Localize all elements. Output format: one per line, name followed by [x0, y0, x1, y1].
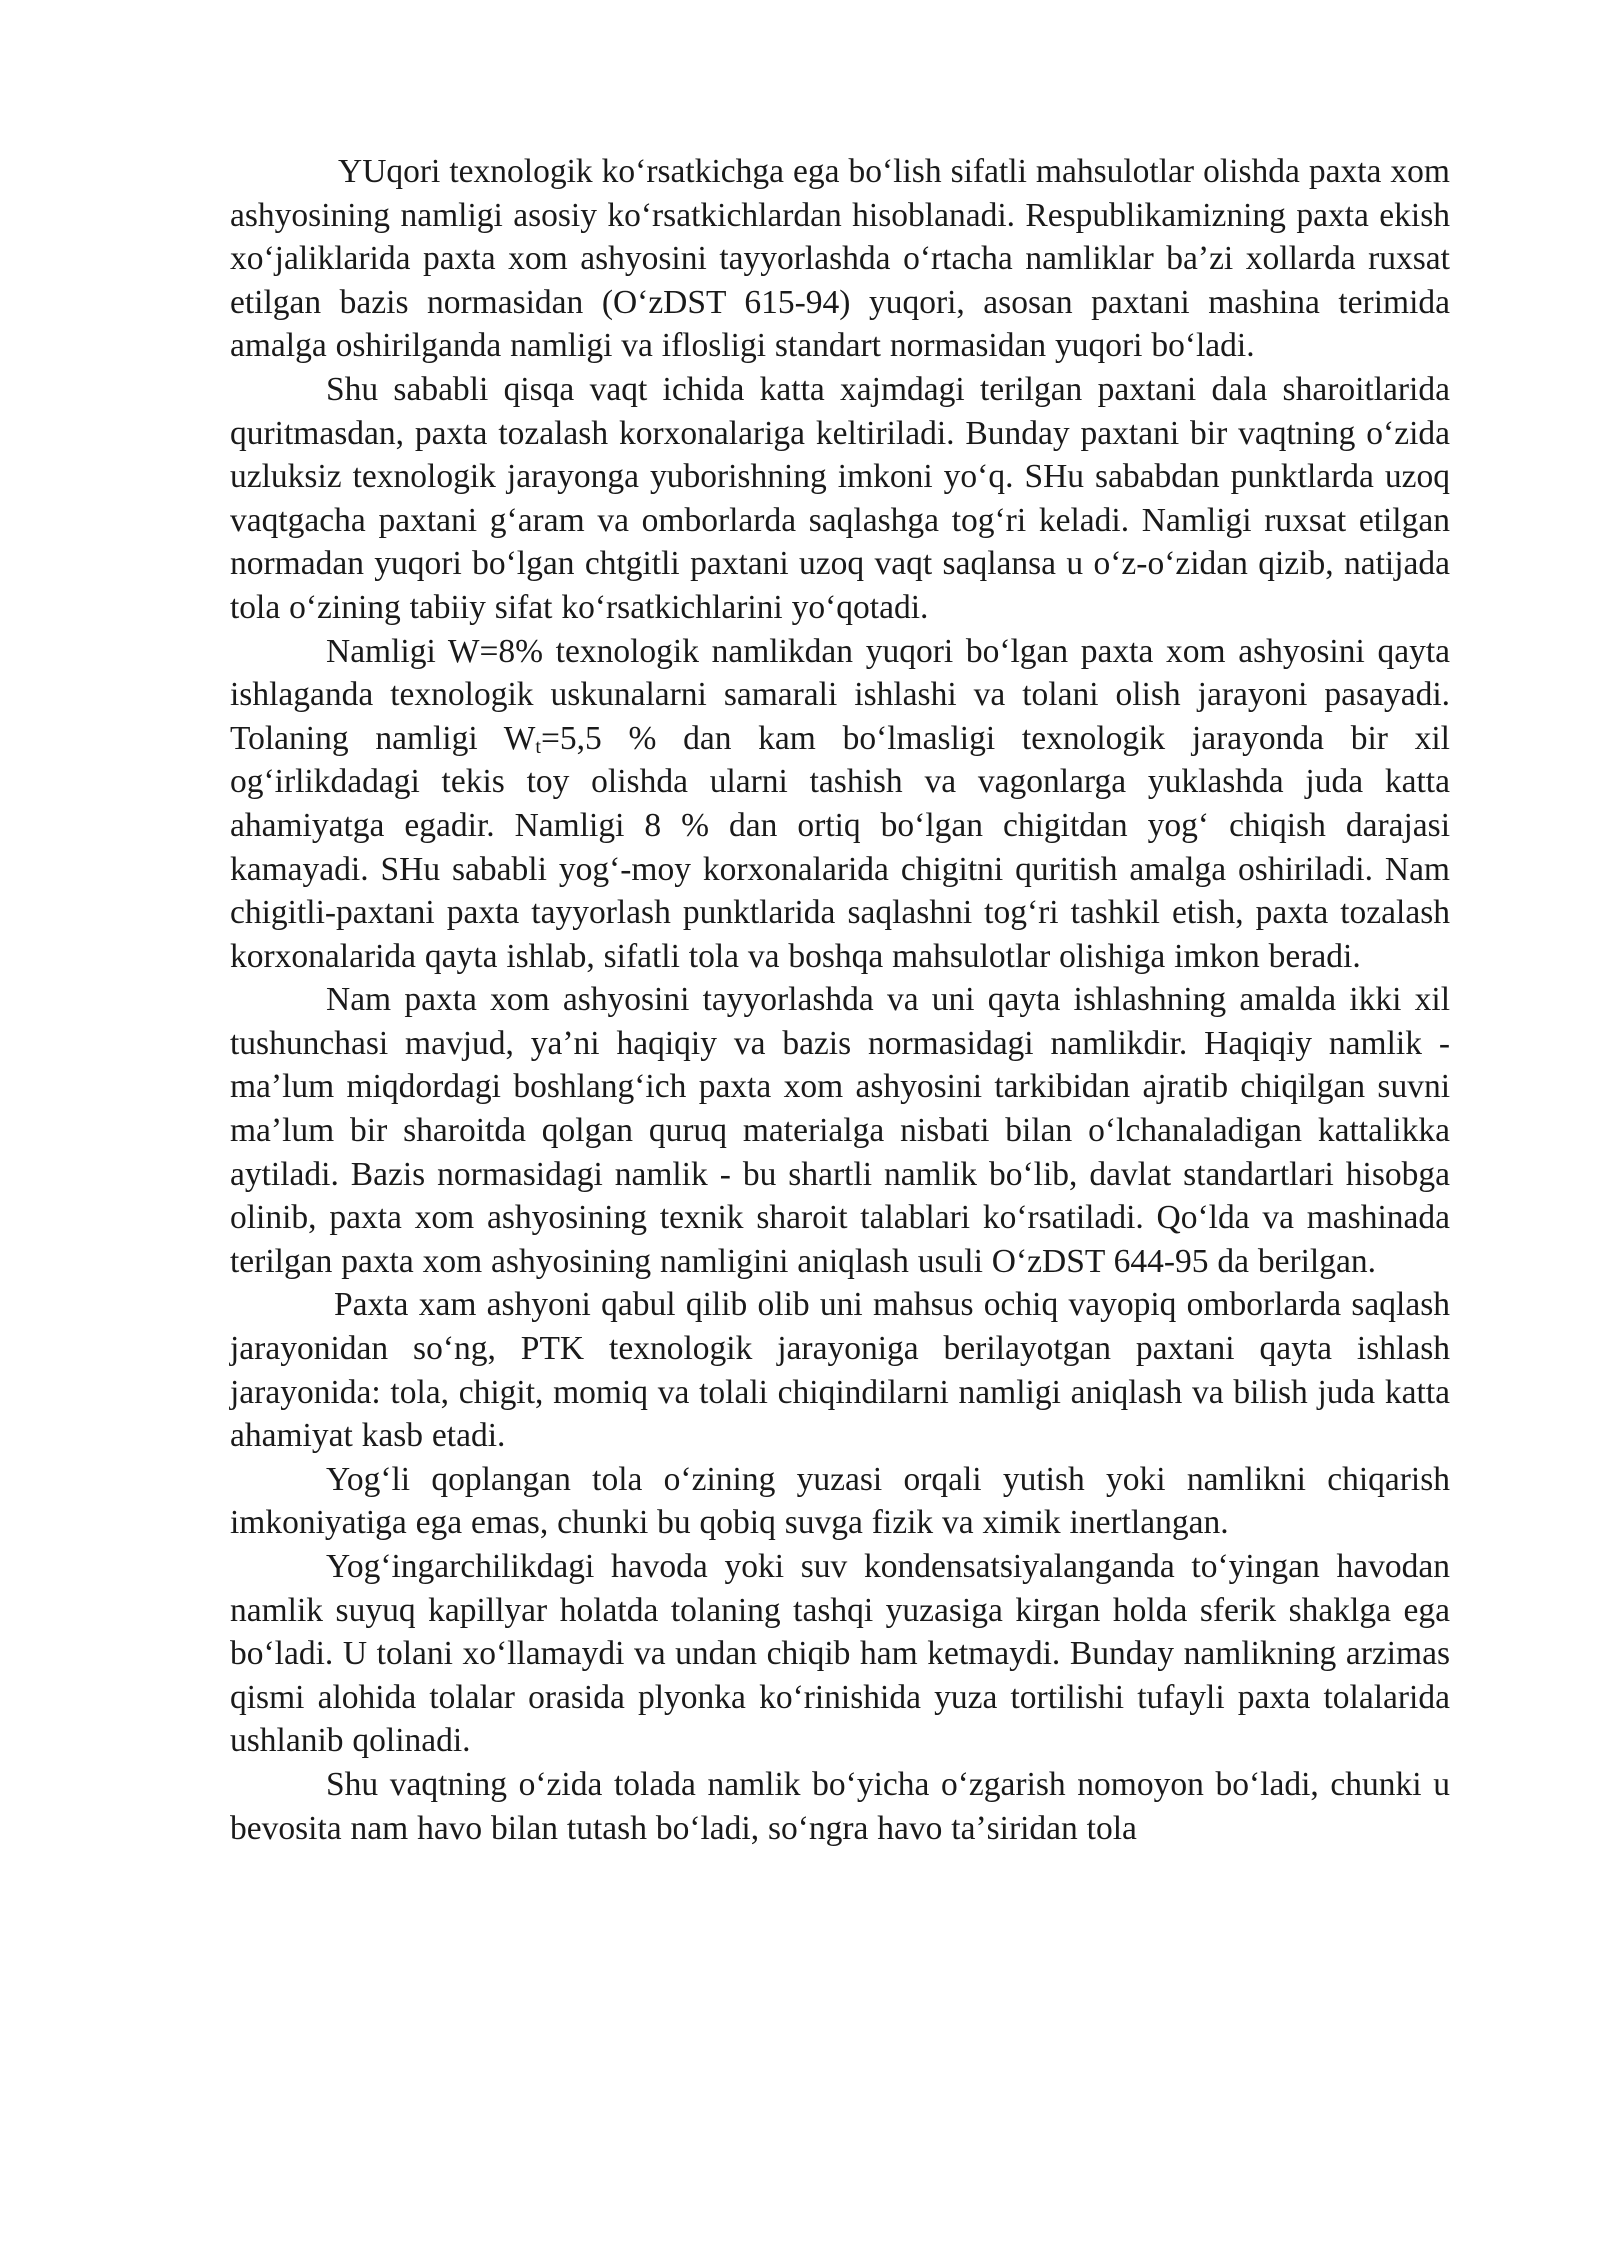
paragraph-7: Yogʻingarchilikdagi havoda yoki suv kondensatsiyalanganda toʻyingan havodan namlik suyuq kapillyar holatda tolaning tashqi yuzasiga kirgan holda sferik shaklga ega boʻladi. U tolani xoʻllamaydi va undan chiqib ham ketmaydi. Bunday namlikning arzimas qismi alohida tolalar orasida plyonka koʻrinishida yuza tortilishi tufayli paxta tolalarida ushlanib qolinadi. — [230, 1548, 1450, 1760]
paragraph-1: YUqori texnologik koʻrsatkichga ega boʻlish sifatli mahsulotlar olishda paxta xom ashyosining namligi asosiy koʻrsatkichlardan hisoblanadi. Respublikamizning paxta ekish xoʻjaliklarida paxta xom ashyosini tayyorlashda oʻrtacha namliklar baʼzi xollarda ruxsat etilgan bazis normasidan (OʻzDST 615-94) yuqori, asosan paxtani mashina terimida amalga oshirilganda namligi va iflosligi standart normasidan yuqori boʻladi. — [230, 153, 1450, 365]
paragraph-5: Paxta xam ashyoni qabul qilib olib uni mahsus ochiq vayopiq omborlarda saqlash jarayonidan soʻng, PTK texnologik jarayoniga berilayotgan paxtani qayta ishlash jarayonida: tola, chigit, momiq va tolali chiqindilarni namligi aniqlash va bilish juda katta ahamiyat kasb etadi. — [230, 1286, 1450, 1455]
document-page — [230, 150, 1450, 1850]
paragraph-4: Nam paxta xom ashyosini tayyorlashda va uni qayta ishlashning amalda ikki xil tushunchasi mavjud, yaʼni haqiqiy va bazis normasidagi namlikdir. Haqiqiy namlik - maʼlum miqdordagi boshlangʻich paxta xom ashyosini tarkibidan ajratib chiqilgan suvni maʼlum bir sharoitda qolgan quruq materialga nisbati bilan oʻlchanaladigan kattalikka aytiladi. Bazis normasidagi namlik - bu shartli namlik boʻlib, davlat standartlari hisobga olinib, paxta xom ashyosining texnik sharoit talablari koʻrsatiladi. Qoʻlda va mashinada terilgan paxta xom ashyosining namligini aniqlash usuli OʻzDST 644-95 da berilgan. — [230, 981, 1450, 1280]
paragraph-2: Shu sababli qisqa vaqt ichida katta xajmdagi terilgan paxtani dala sharoitlarida quritmasdan, paxta tozalash korxonalariga keltiriladi. Bunday paxtani bir vaqtning oʻzida uzluksiz texnologik jarayonga yuborishning imkoni yoʻq. SHu sababdan punktlarda uzoq vaqtgacha paxtani gʻaram va omborlarda saqlashga togʻri keladi. Namligi ruxsat etilgan normadan yuqori boʻlgan chtgitli paxtani uzoq vaqt saqlansa u oʻz-oʻzidan qizib, natijada tola oʻzining tabiiy sifat koʻrsatkichlarini yoʻqotadi. — [230, 370, 1450, 626]
paragraph-3-text-before: Namligi W=8% texnologik namlikdan yuqori boʻlgan paxta xom ashyosini qayta ishlaganda texnologik uskunalarni samarali ishlashi va tolani olish jarayoni pasayadi. Tolaning namligi W — [230, 632, 1450, 757]
paragraph-8: Shu vaqtning oʻzida tolada namlik boʻyicha oʻzgarish nomoyon boʻladi, chunki u bevosita nam havo bilan tutash boʻladi, soʻngra havo taʼsiridan tola — [230, 1765, 1450, 1847]
paragraph-3 — [230, 630, 1450, 979]
paragraph-6: Yogʻli qoplangan tola oʻzining yuzasi orqali yutish yoki namlikni chiqarish imkoniyatiga ega emas, chunki bu qobiq suvga fizik va ximik inertlangan. — [230, 1460, 1450, 1542]
paragraph-3-text-after: =5,5 % dan kam boʻlmasligi texnologik jarayonda bir xil ogʻirlikdadagi tekis toy olishda ularni tashish va vagonlarga yuklashda juda katta ahamiyatga egadir. Namligi 8 % dan ortiq boʻlgan chigitdan yogʻ chiqish darajasi kamayadi. SHu sababli yogʻ-moy korxonalarida chigitni quritish amalga oshiriladi. Nam chigitli-paxtani paxta tayyorlash punktlarida saqlashni togʻri tashkil etish, paxta tozalash korxonalarida qayta ishlab, sifatli tola va boshqa mahsulotlar olishiga imkon beradi. — [230, 719, 1450, 975]
paragraph-3-subscript: t — [535, 735, 541, 758]
